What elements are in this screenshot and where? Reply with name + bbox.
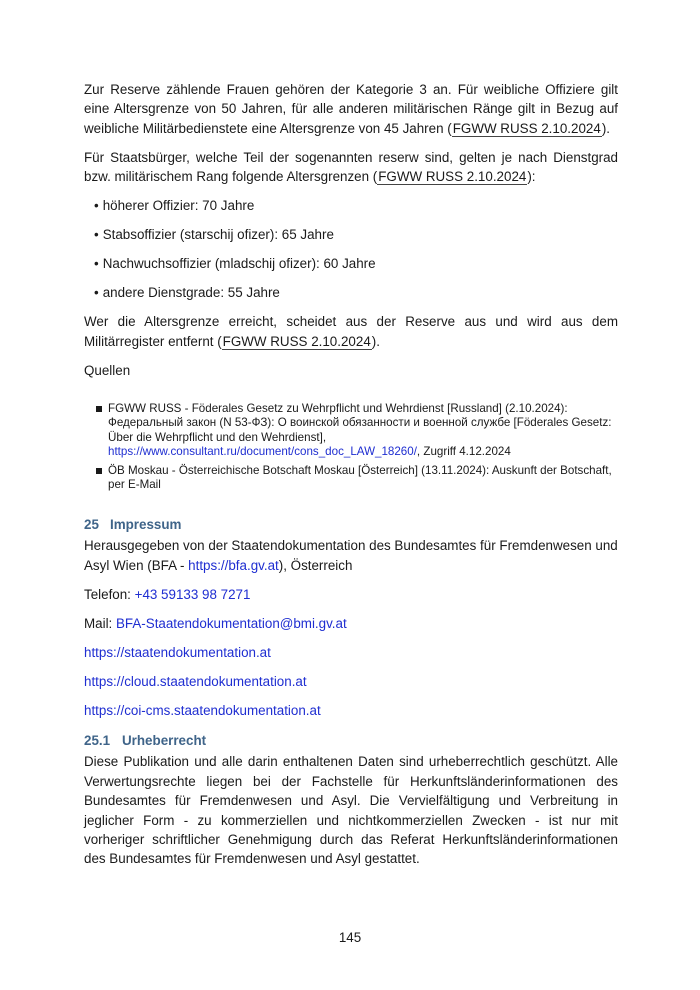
impressum-phone: Telefon: +43 59133 98 7271 [84,586,251,602]
bfa-link[interactable]: https://bfa.gv.at [188,557,279,573]
paragraph-women-reserve: Zur Reserve zählende Frauen gehören der Kategorie 3 an. Für weibliche Offiziere gilt eine Altersgrenze von 50 Jahren, für alle anderen militärischen Ränge gilt in Bezug auf weibliche Militärbedienstete eine Altersgrenze von 45 Jahren (FGWW RUSS 2.10.2024). [84,82,618,136]
impressum-link-row [84,672,618,691]
coi-cms-link[interactable]: https://coi-cms.staatendokumentation.at [84,702,321,718]
bullet-icon: • [94,256,99,272]
list-item: • andere Dienstgrade: 55 Jahre [94,285,280,301]
source-item: ÖB Moskau - Österreichische Botschaft Moskau [Österreich] (13.11.2024): Auskunft der Botschaft, per E-Mail [96,464,618,493]
bullet-icon: • [94,285,99,301]
page-content [84,80,618,869]
staatendokumentation-link[interactable]: https://staatendokumentation.at [84,644,271,660]
source-link[interactable]: https://www.consultant.ru/document/cons_doc_LAW_18260/ [108,445,417,459]
phone-link[interactable]: +43 59133 98 7271 [134,586,251,602]
source-item: FGWW RUSS - Föderales Gesetz zu Wehrpflicht und Wehrdienst [Russland] (2.10.2024): Федеральный закон (N 53-ФЗ): О воинской обязанности и военной службе [Föderales Gesetz: Über die Wehrpflicht und den Wehrdienst], https://www.consultant.ru/document/cons_doc_LAW_18260/, Zugriff 4.12.2024 [96,402,618,460]
citation-link[interactable]: FGWW RUSS 2.10.2024 [452,120,601,136]
section-heading-urheberrecht: 25.1 Urheberrecht [84,733,207,749]
impressum-intro: Herausgegeben von der Staatendokumentation des Bundesamtes für Fremdenwesen und Asyl Wien (BFA - https://bfa.gv.at), Österreich [84,538,618,573]
urheberrecht-text: Diese Publikation und alle darin enthaltenen Daten sind urheberrechtlich geschützt. Alle Verwertungsrechte liegen bei der Fachstelle für Herkunftsländerinformationen des Bundesamtes für Fremdenwesen und Asyl. Die Vervielfältigung und Verbreitung in jeglicher Form - zu kommerziellen und nichtkommerziellen Zwecken - ist nur mit vorheriger schriftlicher Genehmigung durch das Referat Herkunftsländerinformationen des Bundesamtes für Fremdenwesen und Asyl gestattet. [84,754,618,867]
sources-label: Quellen [84,362,131,378]
impressum-link-row [84,643,618,662]
square-bullet-icon [96,406,102,412]
bullet-icon: • [94,198,99,214]
paragraph-age-limits: Für Staatsbürger, welche Teil der sogenannten reserw sind, gelten je nach Dienstgrad bzw. militärischem Rang folgende Altersgrenzen (FGWW RUSS 2.10.2024): [84,149,618,185]
paragraph-retirement: Wer die Altersgrenze erreicht, scheidet aus der Reserve aus und wird aus dem Militärregister entfernt (FGWW RUSS 2.10.2024). [84,314,618,349]
list-item: • Nachwuchsoffizier (mladschij ofizer): 60 Jahre [94,256,376,272]
list-item: • Stabsoffizier (starschij ofizer): 65 Jahre [94,227,334,243]
section-heading-impressum: 25 Impressum [84,517,182,533]
impressum-mail: Mail: BFA-Staatendokumentation@bmi.gv.at [84,615,347,631]
impressum-link-row [84,701,618,720]
citation-link[interactable]: FGWW RUSS 2.10.2024 [222,333,371,349]
square-bullet-icon [96,468,102,474]
sources-list [96,402,618,492]
bullet-icon: • [94,227,99,243]
age-limits-list [84,196,618,302]
mail-link[interactable]: BFA-Staatendokumentation@bmi.gv.at [116,615,347,631]
list-item: • höherer Offizier: 70 Jahre [94,198,255,214]
page-number: 145 [338,930,362,945]
cloud-link[interactable]: https://cloud.staatendokumentation.at [84,673,307,689]
citation-link[interactable]: FGWW RUSS 2.10.2024 [378,169,527,185]
